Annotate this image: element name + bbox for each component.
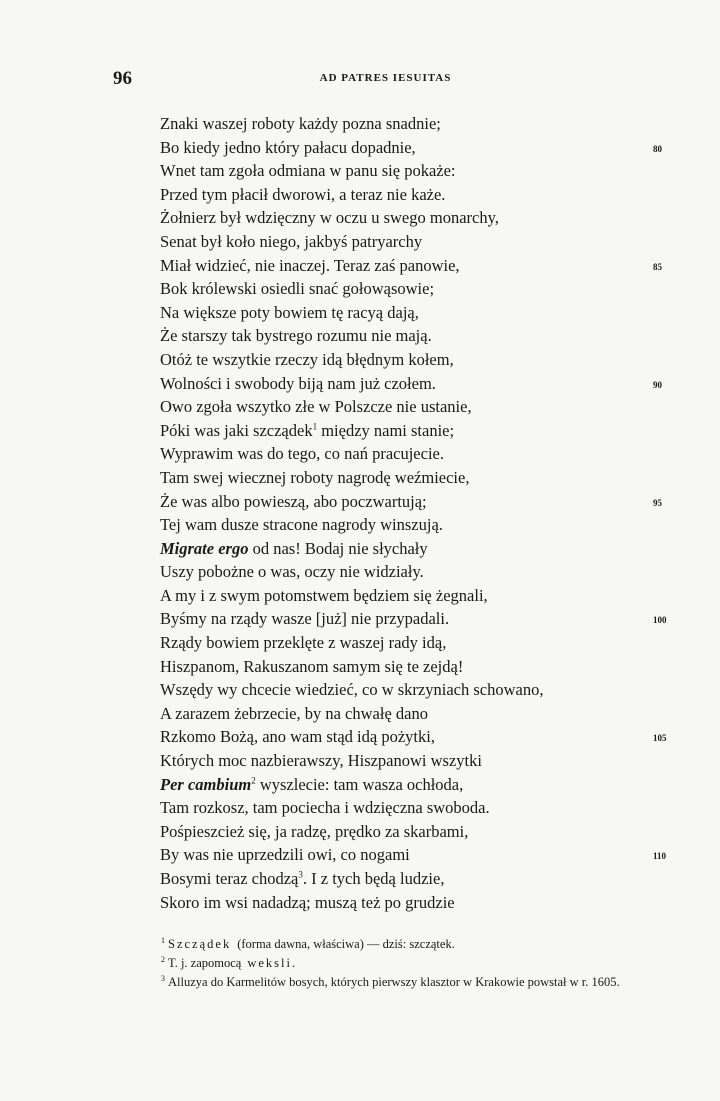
verse-line xyxy=(160,348,680,372)
verse-words: między nami stanie; xyxy=(317,420,455,440)
verse-text xyxy=(160,444,444,463)
verse-line xyxy=(160,277,680,301)
page-header xyxy=(113,68,658,94)
footnote-label: Szcządek xyxy=(168,937,232,951)
footnote-term: weksli. xyxy=(247,956,298,970)
verse-text xyxy=(160,680,543,699)
verse-words: Rządy bowiem przeklęte z waszej rady idą, xyxy=(160,633,447,653)
line-number: 110 xyxy=(653,851,667,862)
line-number: 95 xyxy=(653,497,662,508)
verse-words: Tej wam dusze stracone nagrody winszują. xyxy=(160,515,443,535)
verse-line xyxy=(160,466,680,490)
verse-words: Wszędy wy chcecie wiedzieć, co w skrzyniach schowano, xyxy=(160,680,544,700)
verse-words: Rzkomo Bożą, ano wam stąd idą pożytki, xyxy=(160,727,435,747)
footnote-text: (forma dawna, właściwa) — dziś: szczątek. xyxy=(237,937,455,951)
verse-words: Żołnierz był wdzięczny w oczu u swego monarchy, xyxy=(160,208,499,228)
footnote-reference: 3 xyxy=(298,869,303,880)
verse-line xyxy=(160,112,680,136)
verse-line xyxy=(160,820,680,844)
verse-text xyxy=(160,279,434,298)
verse-words: Owo zgoła wszytko złe w Polszcze nie ustanie, xyxy=(160,397,472,417)
verse-words: Miał widzieć, nie inaczej. Teraz zaś panowie, xyxy=(160,255,460,275)
verse-line xyxy=(160,891,680,915)
footnote-mark: 3 xyxy=(161,973,165,983)
verse-text xyxy=(160,303,419,322)
poem-body xyxy=(160,112,680,914)
verse-words: A my i z swym potomstwem będziem się żegnali, xyxy=(160,585,488,605)
verse-line xyxy=(160,301,680,325)
latin-phrase: Per cambium xyxy=(160,774,252,794)
verse-words: wyszlecie: tam wasza ochłoda, xyxy=(255,774,464,794)
verse-text xyxy=(160,161,456,180)
verse-text xyxy=(160,350,454,369)
footnote-reference: 2 xyxy=(251,775,256,786)
footnotes xyxy=(113,935,668,992)
verse-text xyxy=(160,114,441,133)
verse-text xyxy=(160,468,469,487)
verse-text xyxy=(160,515,443,534)
verse-line xyxy=(160,372,680,396)
verse-text xyxy=(160,775,463,794)
verse-text xyxy=(160,893,455,912)
verse-words: A zarazem żebrzecie, by na chwałę dano xyxy=(160,703,428,723)
verse-text xyxy=(160,256,460,275)
verse-words: Otóż te wszytkie rzeczy idą błędnym kołem, xyxy=(160,349,454,369)
verse-text xyxy=(160,586,488,605)
verse-words: Pośpieszcież się, ja radzę, prędko za skarbami, xyxy=(160,821,469,841)
verse-text xyxy=(160,633,446,652)
verse-text xyxy=(160,232,422,251)
verse-line xyxy=(160,513,680,537)
verse-words: Wolności i swobody biją nam już czołem. xyxy=(160,373,436,393)
verse-line xyxy=(160,419,680,443)
verse-line xyxy=(160,702,680,726)
verse-words: Że starszy tak bystrego rozumu nie mają. xyxy=(160,326,432,346)
latin-phrase: Migrate ergo xyxy=(160,538,249,558)
verse-line xyxy=(160,537,680,561)
verse-text xyxy=(160,704,428,723)
verse-text xyxy=(160,208,499,227)
verse-line xyxy=(160,607,680,631)
verse-line xyxy=(160,206,680,230)
verse-words: Znaki waszej roboty każdy pozna snadnie; xyxy=(160,114,441,133)
verse-line xyxy=(160,442,680,466)
verse-words: Tam rozkosz, tam pociecha i wdzięczna swoboda. xyxy=(160,798,490,818)
verse-words: Póki was jaki szcządek xyxy=(160,420,313,440)
verse-text xyxy=(160,751,482,770)
verse-text xyxy=(160,138,416,157)
verse-line xyxy=(160,655,680,679)
verse-words: Byśmy na rządy wasze [już] nie przypadali. xyxy=(160,609,450,629)
verse-text xyxy=(160,539,428,558)
verse-words: Senat był koło niego, jakbyś patryarchy xyxy=(160,231,423,251)
verse-text xyxy=(160,374,436,393)
verse-line xyxy=(160,678,680,702)
verse-text xyxy=(160,185,445,204)
line-number: 85 xyxy=(653,261,662,272)
verse-line xyxy=(160,254,680,278)
verse-words: Wnet tam zgoła odmiana w panu się pokaże: xyxy=(160,161,456,181)
verse-text xyxy=(160,609,449,628)
verse-line xyxy=(160,584,680,608)
footnote-mark: 1 xyxy=(161,935,165,945)
verse-line xyxy=(160,631,680,655)
footnote-text: Alluzya do Karmelitów bosych, których pierwszy klasztor w Krakowie powstał w r. 1605. xyxy=(168,975,620,989)
verse-line xyxy=(160,749,680,773)
line-number: 100 xyxy=(653,615,667,626)
footnote xyxy=(113,954,668,973)
verse-line xyxy=(160,867,680,891)
running-head: AD PATRES IESUITAS xyxy=(319,72,452,84)
footnote-reference: 1 xyxy=(312,421,318,432)
verse-text xyxy=(160,397,472,416)
verse-line xyxy=(160,159,680,183)
verse-words: od nas! Bodaj nie słychały xyxy=(248,538,428,558)
footnote xyxy=(113,973,668,992)
page-number: 96 xyxy=(113,68,132,89)
verse-line xyxy=(160,395,680,419)
verse-words: Że was albo powieszą, abo poczwartują; xyxy=(160,491,427,511)
verse-line xyxy=(160,796,680,820)
verse-line xyxy=(160,490,680,514)
verse-text xyxy=(160,562,424,581)
verse-text xyxy=(160,657,463,676)
verse-text xyxy=(160,492,427,511)
verse-words: Skoro im wsi nadadzą; muszą też po grudzie xyxy=(160,892,455,912)
verse-line xyxy=(160,230,680,254)
verse-line xyxy=(160,324,680,348)
verse-words: Bok królewski osiedli snać gołowąsowie; xyxy=(160,279,435,299)
footnote xyxy=(113,935,668,954)
verse-words: Hiszpanom, Rakuszanom samym się te zejdą! xyxy=(160,656,464,676)
verse-text xyxy=(160,421,454,440)
verse-words: Wyprawim was do tego, co nań pracujecie. xyxy=(160,444,444,464)
verse-words: Przed tym płacił dworowi, a teraz nie każe. xyxy=(160,184,446,204)
verse-words: Tam swej wiecznej roboty nagrodę weźmiecie, xyxy=(160,467,470,487)
verse-line xyxy=(160,725,680,749)
verse-text xyxy=(160,798,490,817)
verse-words: . I z tych będą ludzie, xyxy=(302,869,445,888)
footnote-label: T. j. zapomocą xyxy=(168,956,242,970)
verse-words: Bosymi teraz chodzą xyxy=(160,869,299,888)
verse-line xyxy=(160,183,680,207)
footnote-mark: 2 xyxy=(161,954,165,964)
line-number: 80 xyxy=(653,143,662,154)
verse-text xyxy=(160,869,444,888)
verse-text xyxy=(160,326,432,345)
verse-words: Uszy pobożne o was, oczy nie widziały. xyxy=(160,562,424,582)
line-number: 90 xyxy=(653,379,662,390)
verse-line xyxy=(160,560,680,584)
verse-words: Bo kiedy jedno który pałacu dopadnie, xyxy=(160,137,416,157)
verse-words: By was nie uprzedzili owi, co nogami xyxy=(160,845,410,865)
verse-text xyxy=(160,845,410,864)
verse-line xyxy=(160,136,680,160)
verse-words: Na większe poty bowiem tę racyą dają, xyxy=(160,302,419,322)
line-number: 105 xyxy=(653,733,667,744)
verse-line xyxy=(160,843,680,867)
verse-line xyxy=(160,773,680,797)
verse-words: Których moc nazbierawszy, Hiszpanowi wszytki xyxy=(160,751,482,771)
verse-text xyxy=(160,727,435,746)
verse-text xyxy=(160,822,468,841)
